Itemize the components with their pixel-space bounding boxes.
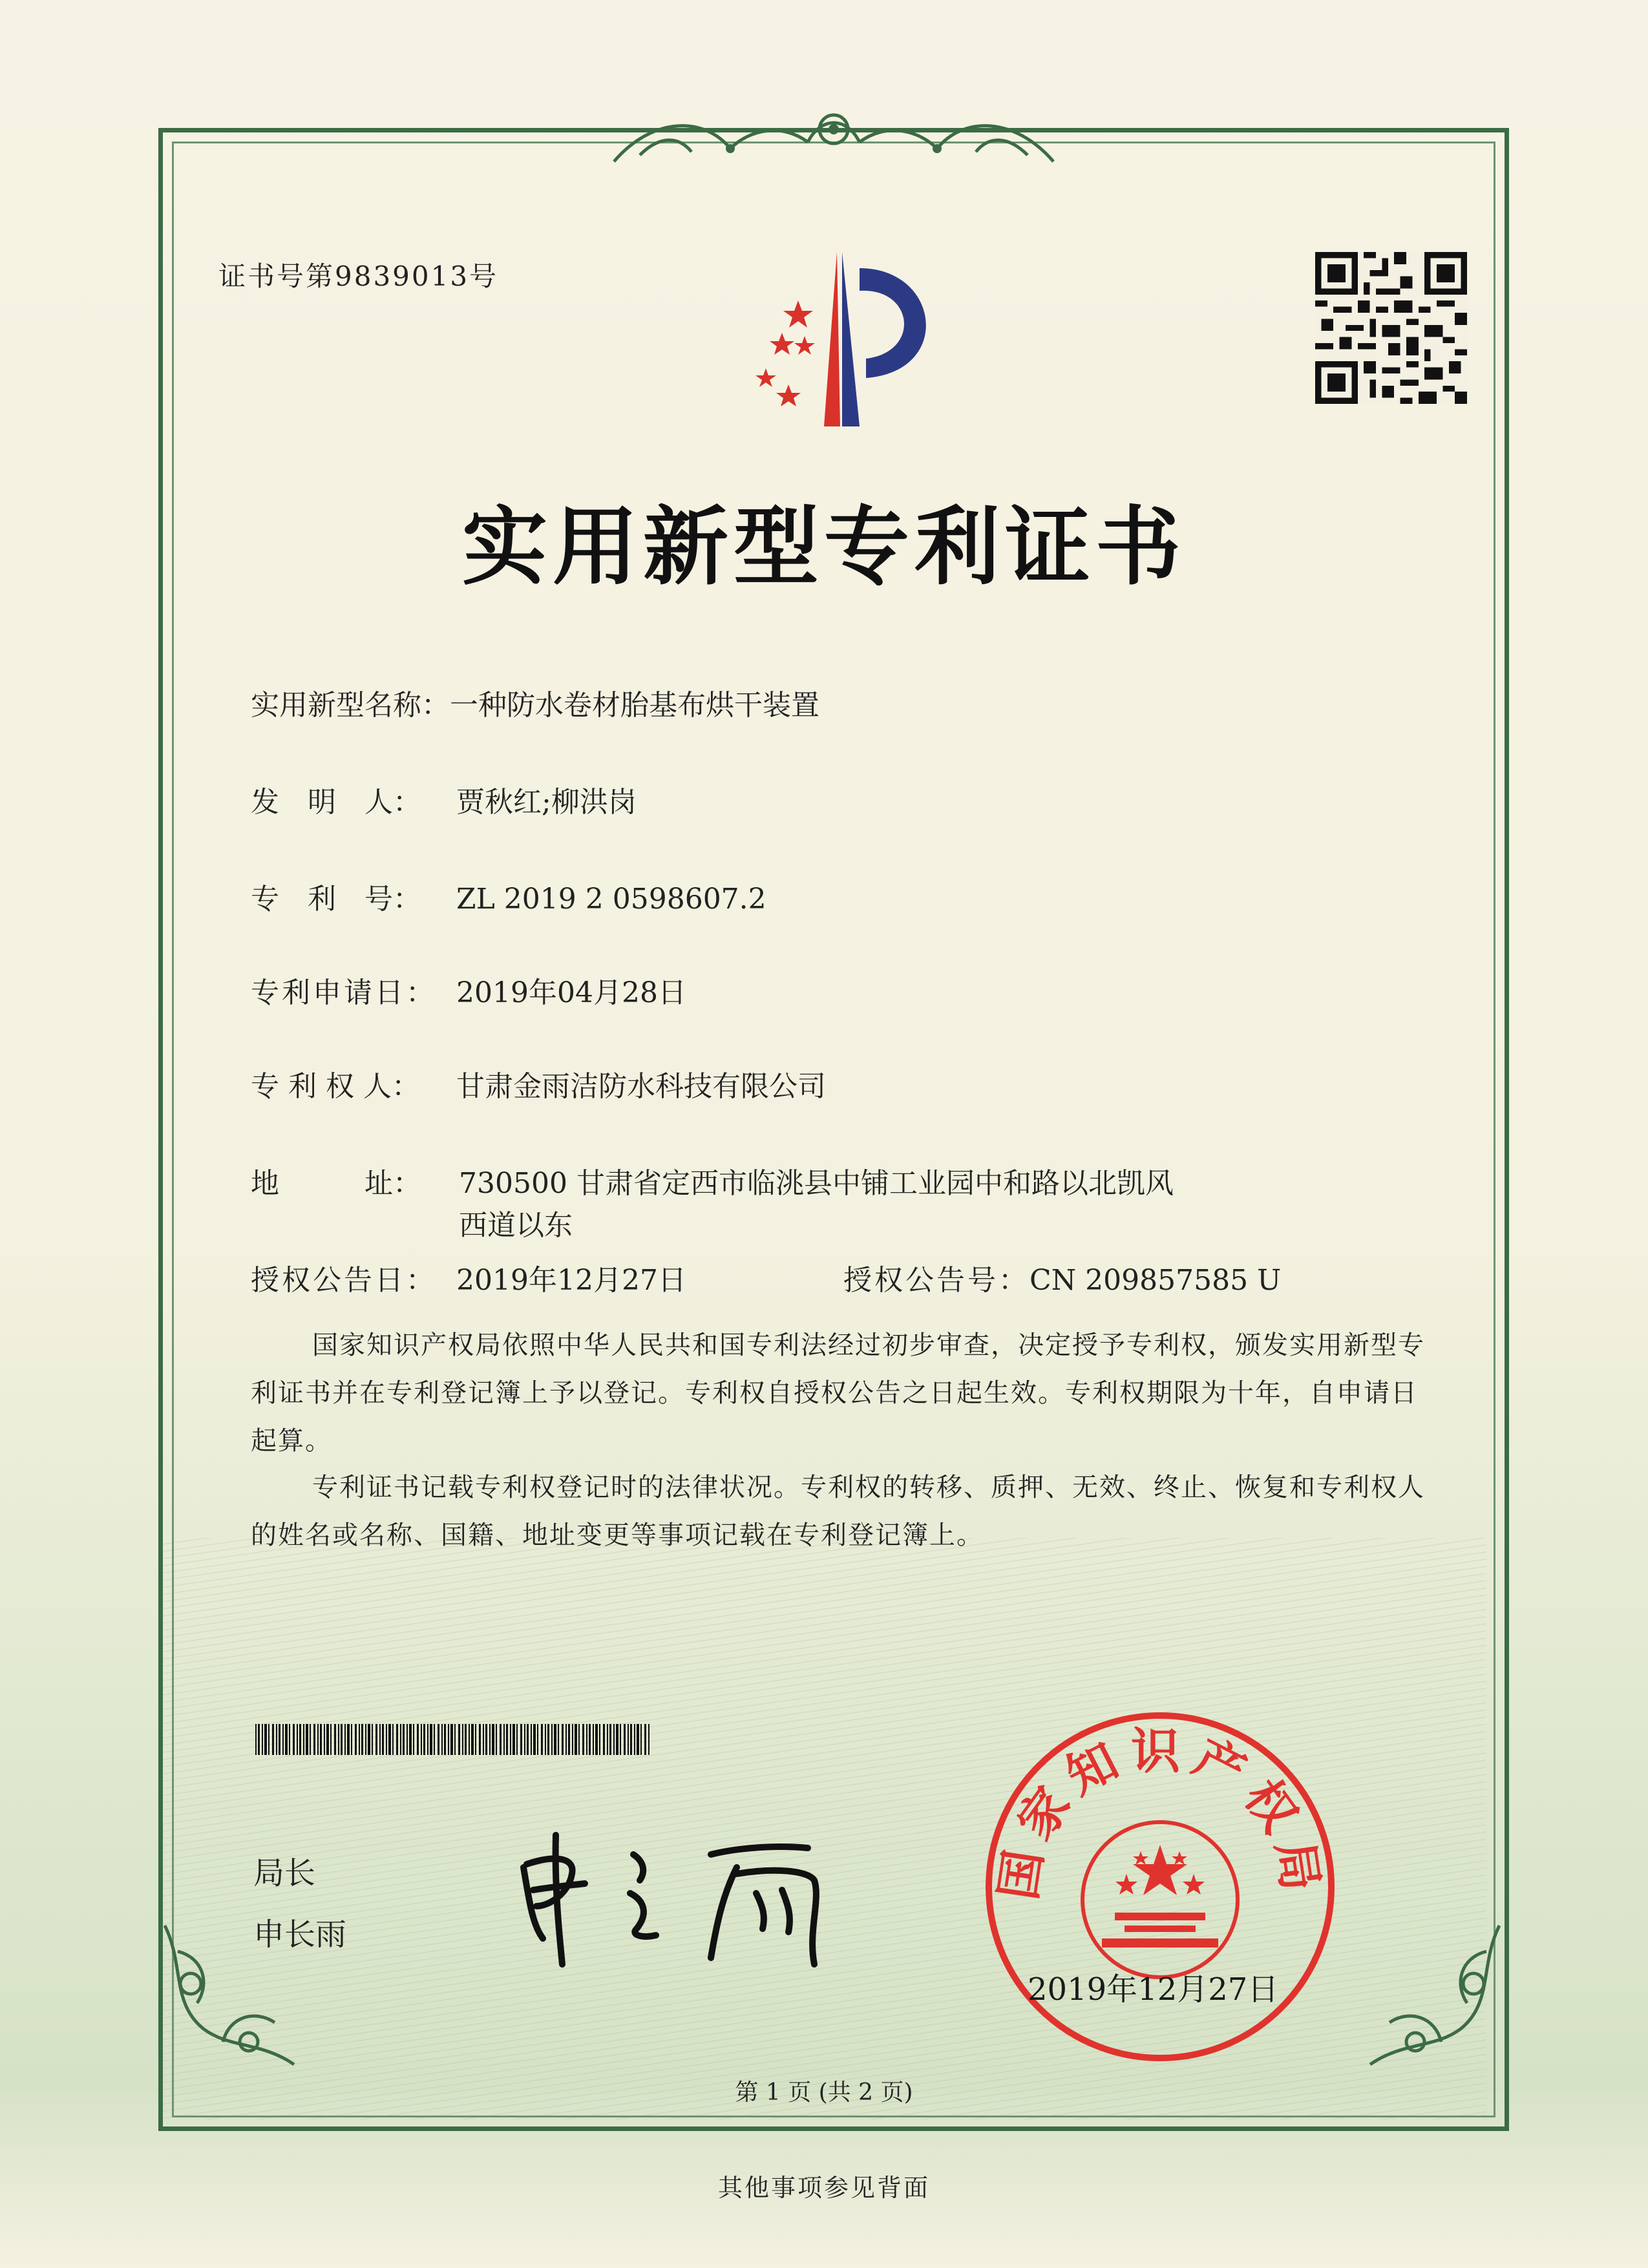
barcode-bar bbox=[444, 1724, 446, 1755]
barcode-bar bbox=[589, 1724, 591, 1755]
field-label: 地 址： bbox=[251, 1167, 421, 1200]
field-label: 专 利 号： bbox=[251, 883, 421, 916]
barcode-bar bbox=[479, 1724, 481, 1755]
barcode-bar bbox=[613, 1724, 615, 1755]
certificate-number: 证书号第9839013号 bbox=[218, 260, 499, 292]
barcode-bar bbox=[421, 1724, 422, 1755]
barcode-bar bbox=[372, 1724, 373, 1755]
barcode-bar bbox=[634, 1724, 635, 1755]
patent-office-logo-icon bbox=[727, 242, 973, 436]
barcode-bar bbox=[382, 1724, 384, 1755]
seal-date: 2019年12月27日 bbox=[1028, 1971, 1279, 2008]
barcode-bar bbox=[454, 1724, 456, 1755]
barcode-bar bbox=[565, 1724, 567, 1755]
barcode-bar bbox=[264, 1724, 267, 1755]
barcode-bar bbox=[303, 1724, 304, 1755]
barcode-bar bbox=[317, 1724, 319, 1755]
director-signature-icon bbox=[504, 1809, 866, 1977]
barcode-bar bbox=[341, 1724, 343, 1755]
barcode-bar bbox=[533, 1724, 536, 1755]
barcode-bar bbox=[282, 1724, 284, 1755]
barcode-bar bbox=[276, 1724, 277, 1755]
barcode-bar bbox=[575, 1724, 577, 1755]
barcode-bar bbox=[310, 1724, 311, 1755]
official-seal-icon bbox=[979, 1706, 1341, 2068]
barcode-bar bbox=[531, 1724, 532, 1755]
barcode-bar bbox=[637, 1724, 639, 1755]
barcode-bar bbox=[616, 1724, 618, 1755]
legal-status-paragraph: 专利证书记载专利权登记时的法律状况。专利权的转移、质押、无效、终止、恢复和专利权人的姓名或名称、国籍、地址变更等事项记载在专利登记簿上。 bbox=[251, 1473, 1425, 1550]
application-date: 2019年04月28日 bbox=[456, 976, 686, 1009]
certificate-title: 实用新型专利证书 bbox=[462, 497, 1186, 597]
inventor-row bbox=[251, 779, 637, 820]
barcode-bar bbox=[568, 1724, 570, 1755]
barcode-bar bbox=[551, 1724, 553, 1755]
barcode-bar bbox=[450, 1724, 453, 1755]
barcode-bar bbox=[330, 1724, 332, 1755]
barcode-bar bbox=[359, 1724, 360, 1755]
barcode-bar bbox=[628, 1724, 629, 1755]
barcode-bar bbox=[554, 1724, 556, 1755]
barcode-bar bbox=[388, 1724, 391, 1755]
barcode-bar bbox=[492, 1724, 494, 1755]
barcode-bar bbox=[403, 1724, 405, 1755]
barcode-bar bbox=[465, 1724, 467, 1755]
barcode-bar bbox=[595, 1724, 598, 1755]
field-label: 发 明 人： bbox=[251, 786, 421, 819]
application-date-row bbox=[251, 969, 686, 1011]
seal-text: 国家知识产权局 bbox=[989, 1722, 1331, 1904]
barcode-bar bbox=[361, 1724, 363, 1755]
barcode-bar bbox=[400, 1724, 401, 1755]
barcode-bar bbox=[396, 1724, 398, 1755]
qr-code-icon bbox=[1315, 252, 1467, 404]
barcode-bar bbox=[609, 1724, 611, 1755]
barcode-bar bbox=[409, 1724, 412, 1755]
barcode-bar bbox=[326, 1724, 329, 1755]
barcode-bar bbox=[545, 1724, 546, 1755]
barcode-bar bbox=[510, 1724, 511, 1755]
barcode-bar bbox=[441, 1724, 443, 1755]
barcode-bar bbox=[599, 1724, 600, 1755]
barcode-bar bbox=[279, 1724, 280, 1755]
barcode-bar bbox=[386, 1724, 387, 1755]
barcode-bar bbox=[293, 1724, 295, 1755]
barcode-bar bbox=[423, 1724, 425, 1755]
barcode-bar bbox=[586, 1724, 587, 1755]
corner-ornament-icon bbox=[1351, 1913, 1519, 2081]
barcode-bar bbox=[516, 1724, 518, 1755]
field-label: 专利申请日： bbox=[251, 976, 437, 1009]
barcode-bar bbox=[603, 1724, 605, 1755]
patent-number: ZL 2019 2 0598607.2 bbox=[456, 883, 766, 916]
barcode-bar bbox=[368, 1724, 370, 1755]
barcode-bar bbox=[344, 1724, 346, 1755]
barcode-bar bbox=[506, 1724, 508, 1755]
barcode-bar bbox=[520, 1724, 522, 1755]
barcode-bar bbox=[620, 1724, 621, 1755]
barcode-bar bbox=[471, 1724, 474, 1755]
barcode-bar bbox=[485, 1724, 487, 1755]
barcode-bar bbox=[297, 1724, 298, 1755]
barcode-bar bbox=[338, 1724, 339, 1755]
address-line-1: 730500 甘肃省定西市临洮县中铺工业园中和路以北凯风 bbox=[459, 1167, 1174, 1200]
grant-date: 2019年12月27日 bbox=[456, 1264, 686, 1297]
barcode-bar bbox=[320, 1724, 322, 1755]
barcode-bar bbox=[448, 1724, 449, 1755]
barcode-bar bbox=[630, 1724, 632, 1755]
page-indicator: 第 1 页 (共 2 页) bbox=[735, 2079, 913, 2106]
barcode-bar bbox=[527, 1724, 529, 1755]
barcode-bar bbox=[313, 1724, 315, 1755]
barcode-bar bbox=[537, 1724, 538, 1755]
patentee-row bbox=[251, 1063, 826, 1104]
barcode-bar bbox=[578, 1724, 580, 1755]
utility-model-name: 一种防水卷材胎基布烘干装置 bbox=[450, 689, 819, 722]
director-title: 局长 bbox=[253, 1855, 316, 1891]
barcode-bar bbox=[268, 1724, 269, 1755]
barcode-bar bbox=[289, 1724, 290, 1755]
field-label: 专 利 权 人： bbox=[251, 1070, 420, 1103]
barcode-bar bbox=[324, 1724, 325, 1755]
barcode-bar bbox=[593, 1724, 594, 1755]
barcode-bar bbox=[512, 1724, 515, 1755]
grant-statement-paragraph: 国家知识产权局依照中华人民共和国专利法经过初步审查，决定授予专利权，颁发实用新型专利证书并在专利登记簿上予以登记。专利权自授权公告之日起生效。专利权期限为十年，自申请日起算。 bbox=[251, 1330, 1425, 1456]
barcode-bar bbox=[299, 1724, 301, 1755]
address-row bbox=[251, 1160, 1174, 1201]
barcode-bar bbox=[407, 1724, 408, 1755]
barcode-bar bbox=[524, 1724, 525, 1755]
top-ornament-icon bbox=[601, 90, 1066, 174]
barcode-bar bbox=[489, 1724, 491, 1755]
barcode-bar bbox=[355, 1724, 357, 1755]
barcode-bar bbox=[255, 1724, 257, 1755]
barcode-bar bbox=[562, 1724, 564, 1755]
barcode-bar bbox=[558, 1724, 559, 1755]
barcode-bar bbox=[427, 1724, 428, 1755]
barcode-bar bbox=[624, 1724, 626, 1755]
barcode-bar bbox=[640, 1724, 642, 1755]
barcode-bar bbox=[417, 1724, 419, 1755]
patent-number-row bbox=[251, 876, 766, 917]
barcode-bar bbox=[483, 1724, 484, 1755]
field-label: 授权公告日： bbox=[251, 1264, 437, 1297]
field-label: 授权公告号： bbox=[843, 1264, 1030, 1297]
barcode-bar bbox=[475, 1724, 476, 1755]
barcode-bar bbox=[365, 1724, 366, 1755]
barcode-bar bbox=[496, 1724, 497, 1755]
barcode-bar bbox=[272, 1724, 274, 1755]
barcode-bar bbox=[413, 1724, 414, 1755]
publication-number-row bbox=[843, 1257, 1281, 1298]
barcode-bar bbox=[582, 1724, 584, 1755]
barcode-bar bbox=[541, 1724, 543, 1755]
address-line-2: 西道以东 bbox=[459, 1209, 573, 1242]
barcode-bar bbox=[334, 1724, 336, 1755]
barcode-bar bbox=[644, 1724, 646, 1755]
grant-date-row bbox=[251, 1257, 686, 1298]
barcode-bar bbox=[469, 1724, 470, 1755]
barcode-bar bbox=[430, 1724, 432, 1755]
barcode-bar bbox=[547, 1724, 549, 1755]
barcode-bar bbox=[500, 1724, 502, 1755]
barcode-bar bbox=[434, 1724, 435, 1755]
barcode-bar bbox=[462, 1724, 463, 1755]
barcode-bar bbox=[306, 1724, 308, 1755]
barcode-bar bbox=[438, 1724, 439, 1755]
utility-model-name-row bbox=[251, 682, 819, 723]
barcode-bar bbox=[607, 1724, 608, 1755]
barcode-bar bbox=[347, 1724, 350, 1755]
barcode-bar bbox=[262, 1724, 263, 1755]
field-label: 实用新型名称： bbox=[251, 689, 450, 722]
inventor-names: 贾秋红;柳洪岗 bbox=[456, 786, 637, 819]
barcode-icon bbox=[255, 1724, 653, 1755]
barcode-bar bbox=[503, 1724, 505, 1755]
barcode-bar bbox=[379, 1724, 381, 1755]
director-name: 申长雨 bbox=[253, 1916, 347, 1953]
barcode-bar bbox=[648, 1724, 650, 1755]
barcode-bar bbox=[351, 1724, 352, 1755]
barcode-bar bbox=[258, 1724, 260, 1755]
barcode-bar bbox=[458, 1724, 460, 1755]
barcode-bar bbox=[375, 1724, 377, 1755]
footer-note: 其他事项参见背面 bbox=[717, 2174, 930, 2202]
barcode-bar bbox=[392, 1724, 394, 1755]
publication-number: CN 209857585 U bbox=[1030, 1264, 1282, 1297]
patentee-name: 甘肃金雨洁防水科技有限公司 bbox=[456, 1070, 826, 1103]
barcode-bar bbox=[572, 1724, 573, 1755]
barcode-bar bbox=[285, 1724, 288, 1755]
